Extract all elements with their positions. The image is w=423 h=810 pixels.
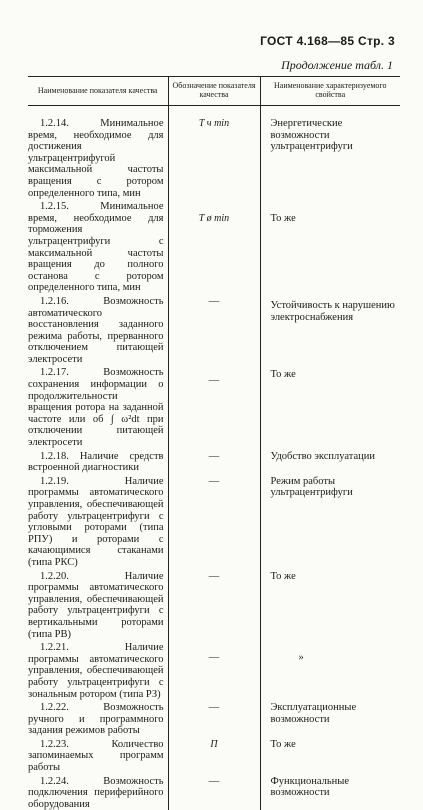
standard-header: ГОСТ 4.168—85 Стр. 3 xyxy=(260,34,395,48)
indicator-symbol: T ø min xyxy=(198,213,230,225)
indicator-name: 1.2.17. Возможность сохранения информации о продолжительности вращения ротора на заданной частоте или об ∫ ω²dt при отключении питающей электросети xyxy=(28,367,164,449)
indicator-name: 1.2.21. Наличие программы автоматического управления, обеспечивающей работу ультрацентрифуги с зональным ротором (типа РЗ) xyxy=(28,642,164,700)
indicator-symbol: — xyxy=(208,775,220,787)
table-row xyxy=(28,365,400,448)
indicator-symbol: — xyxy=(208,295,220,307)
indicator-name: 1.2.16. Возможность автоматического восстановления заданного режима работы, прерванного отключением питающей электросети xyxy=(28,295,164,365)
quality-indicators-table xyxy=(28,76,400,810)
indicator-property: Удобство эксплуатации xyxy=(270,450,376,462)
table-row xyxy=(28,294,400,366)
column-header-property: Наименование характеризуемого свойства xyxy=(260,77,400,106)
table-row xyxy=(28,569,400,641)
indicator-name: 1.2.24. Возможность подключения периферийного оборудования xyxy=(28,775,164,810)
indicator-symbol: — xyxy=(208,450,220,462)
table-row xyxy=(28,640,400,700)
indicator-property: Устойчивость к нарушению электроснабжения xyxy=(270,299,395,323)
indicator-property: Эксплуатационные возможности xyxy=(270,702,357,725)
indicator-property: Функциональные возможности xyxy=(270,775,349,799)
indicator-property: Энергетические возможности ультрацентрифуги xyxy=(270,118,353,153)
indicator-property: То же xyxy=(270,738,296,750)
indicator-name: 1.2.15. Минимальное время, необходимое для торможения ультрацентрифуги с максимальной частоты вращения до полного останова с ротором определенного типа, мин xyxy=(28,201,164,294)
table-row xyxy=(28,199,400,294)
column-header-symbol: Обозначение показателя качества xyxy=(168,77,260,106)
indicator-symbol: T ч min xyxy=(198,118,230,129)
indicator-property: » xyxy=(298,652,304,664)
indicator-name: 1.2.23. Количество запоминаемых программ работы xyxy=(28,738,164,774)
column-header-indicator: Наименование показателя качества xyxy=(28,77,168,106)
indicator-symbol: — xyxy=(208,475,220,487)
indicator-name: 1.2.20. Наличие программы автоматического управления, обеспечивающей работу ультрацентрифуги с вертикальными роторами (типа РВ) xyxy=(28,570,164,640)
indicator-symbol: — xyxy=(208,652,220,664)
indicator-property: Режим работы ультрацентрифуги xyxy=(270,475,353,499)
indicator-property: То же xyxy=(270,369,296,381)
indicator-symbol: П xyxy=(210,738,218,750)
indicator-symbol: — xyxy=(208,375,220,387)
table-row xyxy=(28,474,400,569)
table-row xyxy=(28,106,400,200)
indicator-name: 1.2.19. Наличие программы автоматического управления, обеспечивающей работу ультрацентрифуги с угловыми роторами (типа РПУ) и роторами с качающимися стаканами (типа РКС) xyxy=(28,475,164,568)
table-row xyxy=(28,774,400,810)
table-row xyxy=(28,449,400,474)
table-continuation-label: Продолжение табл. 1 xyxy=(281,58,393,72)
indicator-property: То же xyxy=(270,570,296,582)
indicator-name: 1.2.22. Возможность ручного и программного задания режимов работы xyxy=(28,702,164,737)
indicator-symbol: — xyxy=(208,570,220,582)
indicator-name: 1.2.18. Наличие средств встроенной диагностики xyxy=(28,450,164,474)
indicator-property: То же xyxy=(270,213,296,225)
indicator-name: 1.2.14. Минимальное время, необходимое для достижения ультрацентрифугой максимальной частоты вращения с ротором определенного типа, мин xyxy=(28,118,164,199)
table-row xyxy=(28,737,400,774)
table-row xyxy=(28,700,400,737)
indicator-symbol: — xyxy=(208,702,220,714)
